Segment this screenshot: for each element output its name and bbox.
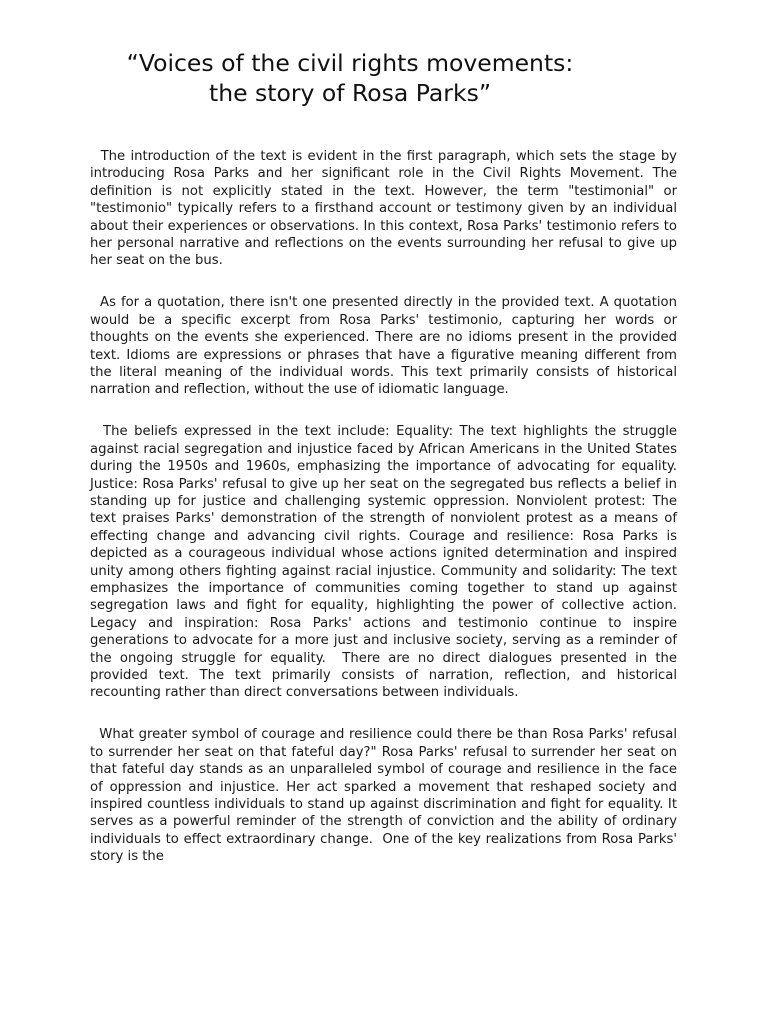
paragraph-beliefs: The beliefs expressed in the text include: Equality: The text highlights the struggle against racial segregation and injustice faced by African Americans in the United States during the 1950s and 1960s, emphasizing the importance of advocating for equality. Justice: Rosa Parks' refusal to give up her seat on the segregated bus reflects a belief in standing up for justice and challenging systemic oppression. Nonviolent protest: The text praises Parks' demonstration of the strength of nonviolent protest as a means of effecting change and advancing civil rights. Courage and resilience: Rosa Parks is depicted as a courageous individual whose actions ignited determination and inspired unity among others fighting against racial injustice. Community and solidarity: The text emphasizes the importance of communities coming together to stand up against segregation laws and fight for equality, highlighting the power of collective action. Legacy and inspiration: Rosa Parks' actions and testimonio continue to inspire generations to advocate for a more just and inclusive society, serving as a reminder of the ongoing struggle for equality. There are no direct dialogues presented in the provided text. The text primarily consists of narration, reflection, and historical recounting rather than direct conversations between individuals. — [90, 424, 682, 701]
paragraph-introduction: The introduction of the text is evident in the first paragraph, which sets the stage by introducing Rosa Parks and her significant role in the Civil Rights Movement. The definition is not explicitly stated in the text. However, the term "testimonial" or "testimonio" typically refers to a firsthand account or testimony given by an individual about their experiences or observations. In this context, Rosa Parks' testimonio refers to her personal narrative and reflections on the events surrounding her refusal to give up her seat on the bus. — [90, 149, 682, 269]
paragraph-symbol: What greater symbol of courage and resilience could there be than Rosa Parks' refusal to surrender her seat on that fateful day?" Rosa Parks' refusal to surrender her seat on that fateful day stands as an unparalleled symbol of courage and resilience in the face of oppression and injustice. Her act sparked a movement that reshaped society and inspired countless individuals to stand up against discrimination and fight for equality. It serves as a powerful reminder of the strength of conviction and the ability of ordinary individuals to effect extraordinary change. One of the key realizations from Rosa Parks' story is the — [90, 727, 682, 865]
title-line-2: the story of Rosa Parks” — [209, 79, 491, 107]
document-title — [60, 48, 640, 108]
paragraph-quotation: As for a quotation, there isn't one presented directly in the provided text. A quotation would be a specific excerpt from Rosa Parks' testimonio, capturing her words or thoughts on the events she experienced. There are no idioms present in the provided text. Idioms are expressions or phrases that have a figurative meaning different from the literal meaning of the individual words. This text primarily consists of historical narration and reflection, without the use of idiomatic language. — [90, 295, 682, 398]
title-line-1: “Voices of the civil rights movements: — [126, 49, 574, 77]
document-body — [90, 148, 682, 890]
